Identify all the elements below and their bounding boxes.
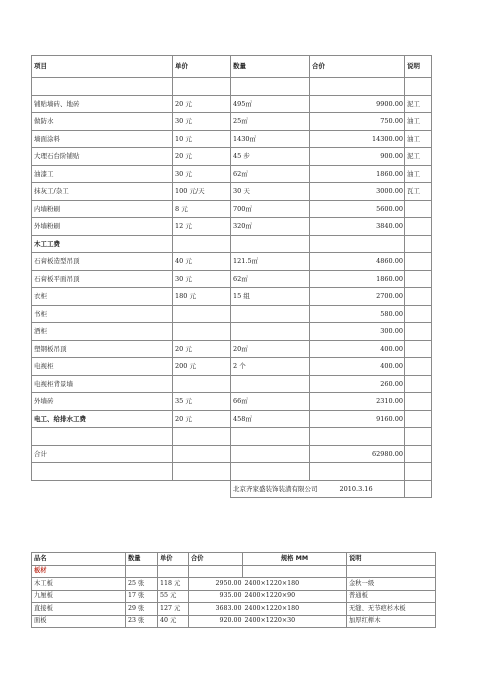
mat-header-spec: 规格 MM bbox=[243, 553, 347, 566]
item-cell: 书柜 bbox=[32, 305, 173, 323]
total-cell bbox=[310, 463, 405, 481]
table-row bbox=[32, 200, 432, 218]
mat-header-total: 合价 bbox=[189, 553, 243, 566]
price-cell: 30 元 bbox=[173, 270, 231, 288]
price-cell: 40 元 bbox=[158, 615, 189, 628]
footer-date: 2010.3.16 bbox=[339, 484, 373, 493]
price-cell bbox=[173, 375, 231, 393]
table-row bbox=[32, 578, 436, 591]
price-cell bbox=[173, 428, 231, 446]
qty-cell bbox=[231, 235, 310, 253]
total-cell: 300.00 bbox=[310, 323, 405, 341]
table-row bbox=[32, 445, 432, 463]
qty-cell: 20㎡ bbox=[231, 340, 310, 358]
footer-row bbox=[32, 480, 432, 498]
qty-cell: 121.5㎡ bbox=[231, 253, 310, 271]
total-cell: 750.00 bbox=[310, 113, 405, 131]
item-cell: 外墙砖 bbox=[32, 393, 173, 411]
total-cell: 260.00 bbox=[310, 375, 405, 393]
table-row bbox=[32, 393, 432, 411]
total-cell: 1860.00 bbox=[310, 165, 405, 183]
item-cell bbox=[32, 463, 173, 481]
table-row bbox=[32, 288, 432, 306]
note-cell bbox=[405, 375, 432, 393]
total-cell: 9900.00 bbox=[310, 95, 405, 113]
qty-cell: 23 张 bbox=[126, 615, 158, 628]
header-qty: 数量 bbox=[231, 56, 310, 78]
note-cell bbox=[405, 445, 432, 463]
table-row bbox=[32, 340, 432, 358]
note-cell: 油工 bbox=[405, 165, 432, 183]
price-cell: 40 元 bbox=[173, 253, 231, 271]
item-cell: 石膏板造型吊顶 bbox=[32, 253, 173, 271]
note-cell: 泥工 bbox=[405, 148, 432, 166]
table-row bbox=[32, 323, 432, 341]
total-cell: 3000.00 bbox=[310, 183, 405, 201]
note-cell: 瓦工 bbox=[405, 183, 432, 201]
table-row bbox=[32, 148, 432, 166]
price-cell bbox=[173, 235, 231, 253]
name-cell: 面板 bbox=[32, 615, 126, 628]
qty-cell: 17 张 bbox=[126, 590, 158, 603]
table-row bbox=[32, 410, 432, 428]
price-cell bbox=[173, 445, 231, 463]
price-cell bbox=[173, 323, 231, 341]
table-row bbox=[32, 305, 432, 323]
qty-cell: 62㎡ bbox=[231, 270, 310, 288]
total-cell bbox=[310, 78, 405, 96]
qty-cell: 66㎡ bbox=[231, 393, 310, 411]
name-cell: 九厘板 bbox=[32, 590, 126, 603]
qty-cell bbox=[231, 428, 310, 446]
total-cell: 900.00 bbox=[310, 148, 405, 166]
total-cell: 3683.00 bbox=[189, 603, 243, 616]
materials-table-header bbox=[32, 553, 436, 566]
note-cell bbox=[405, 218, 432, 236]
cell bbox=[243, 565, 347, 578]
item-cell: 电视柜 bbox=[32, 358, 173, 376]
note-cell: 普通板 bbox=[347, 590, 436, 603]
price-cell bbox=[173, 305, 231, 323]
header-note: 说明 bbox=[405, 56, 432, 78]
total-cell: 5600.00 bbox=[310, 200, 405, 218]
item-cell: 外墙粉刷 bbox=[32, 218, 173, 236]
price-cell: 10 元 bbox=[173, 130, 231, 148]
cell bbox=[158, 565, 189, 578]
qty-cell: 25 张 bbox=[126, 578, 158, 591]
total-cell: 1860.00 bbox=[310, 270, 405, 288]
total-cell: 3840.00 bbox=[310, 218, 405, 236]
qty-cell bbox=[231, 78, 310, 96]
item-cell: 酒柜 bbox=[32, 323, 173, 341]
note-cell: 油工 bbox=[405, 113, 432, 131]
qty-cell bbox=[231, 305, 310, 323]
name-cell: 木工板 bbox=[32, 578, 126, 591]
note-cell: 油工 bbox=[405, 130, 432, 148]
item-cell: 做防水 bbox=[32, 113, 173, 131]
item-cell bbox=[32, 428, 173, 446]
price-cell: 20 元 bbox=[173, 95, 231, 113]
table-row bbox=[32, 358, 432, 376]
footer-blank bbox=[32, 480, 231, 498]
note-cell: 泥工 bbox=[405, 95, 432, 113]
spec-cell: 2400×1220×90 bbox=[243, 590, 347, 603]
price-cell: 30 元 bbox=[173, 165, 231, 183]
qty-cell: 458㎡ bbox=[231, 410, 310, 428]
name-cell: 直接板 bbox=[32, 603, 126, 616]
cell bbox=[189, 565, 243, 578]
price-cell: 8 元 bbox=[173, 200, 231, 218]
note-cell bbox=[405, 340, 432, 358]
table-row bbox=[32, 615, 436, 628]
materials-table bbox=[31, 552, 436, 628]
item-cell: 大理石台阶铺贴 bbox=[32, 148, 173, 166]
company-name: 北京齐家盛装饰装潢有限公司 bbox=[233, 484, 318, 493]
qty-cell: 15 组 bbox=[231, 288, 310, 306]
price-cell: 20 元 bbox=[173, 340, 231, 358]
table-row bbox=[32, 113, 432, 131]
item-cell: 铺贴墙砖、地砖 bbox=[32, 95, 173, 113]
qty-cell: 30 天 bbox=[231, 183, 310, 201]
qty-cell: 700㎡ bbox=[231, 200, 310, 218]
note-cell bbox=[405, 253, 432, 271]
header-price: 单价 bbox=[173, 56, 231, 78]
total-cell bbox=[310, 235, 405, 253]
table-row bbox=[32, 253, 432, 271]
note-cell bbox=[405, 235, 432, 253]
qty-cell bbox=[231, 375, 310, 393]
footer-company bbox=[231, 480, 405, 498]
total-cell: 62980.00 bbox=[310, 445, 405, 463]
note-cell bbox=[405, 288, 432, 306]
materials-section-row bbox=[32, 565, 436, 578]
qty-cell: 1430㎡ bbox=[231, 130, 310, 148]
total-cell bbox=[310, 428, 405, 446]
spec-cell: 2400×1220×180 bbox=[243, 578, 347, 591]
note-cell bbox=[405, 410, 432, 428]
total-cell: 2950.00 bbox=[189, 578, 243, 591]
total-cell: 920.00 bbox=[189, 615, 243, 628]
labor-cost-table bbox=[31, 55, 432, 498]
note-cell bbox=[405, 200, 432, 218]
table-row bbox=[32, 270, 432, 288]
item-cell bbox=[32, 78, 173, 96]
qty-cell: 45 步 bbox=[231, 148, 310, 166]
total-cell: 4860.00 bbox=[310, 253, 405, 271]
note-cell bbox=[405, 305, 432, 323]
note-cell bbox=[405, 358, 432, 376]
total-cell: 14300.00 bbox=[310, 130, 405, 148]
price-cell bbox=[173, 463, 231, 481]
price-cell: 20 元 bbox=[173, 148, 231, 166]
cell bbox=[347, 565, 436, 578]
item-cell: 油漆工 bbox=[32, 165, 173, 183]
price-cell: 200 元 bbox=[173, 358, 231, 376]
qty-cell bbox=[231, 463, 310, 481]
price-cell: 127 元 bbox=[158, 603, 189, 616]
qty-cell: 25㎡ bbox=[231, 113, 310, 131]
table-row bbox=[32, 590, 436, 603]
table-row bbox=[32, 183, 432, 201]
price-cell: 55 元 bbox=[158, 590, 189, 603]
header-item: 项目 bbox=[32, 56, 173, 78]
qty-cell bbox=[231, 445, 310, 463]
price-cell: 180 元 bbox=[173, 288, 231, 306]
table-row bbox=[32, 95, 432, 113]
mat-header-note: 说明 bbox=[347, 553, 436, 566]
total-cell: 400.00 bbox=[310, 358, 405, 376]
total-cell: 2700.00 bbox=[310, 288, 405, 306]
note-cell: 金秋一级 bbox=[347, 578, 436, 591]
spec-cell: 2400×1220×180 bbox=[243, 603, 347, 616]
qty-cell bbox=[231, 323, 310, 341]
item-cell: 墙面涂料 bbox=[32, 130, 173, 148]
table-row bbox=[32, 428, 432, 446]
total-cell: 935.00 bbox=[189, 590, 243, 603]
table-row bbox=[32, 463, 432, 481]
price-cell: 20 元 bbox=[173, 410, 231, 428]
price-cell: 100 元/天 bbox=[173, 183, 231, 201]
header-total: 合价 bbox=[310, 56, 405, 78]
table-row bbox=[32, 78, 432, 96]
table-row bbox=[32, 218, 432, 236]
item-cell: 合计 bbox=[32, 445, 173, 463]
table-row bbox=[32, 375, 432, 393]
qty-cell: 29 张 bbox=[126, 603, 158, 616]
total-cell: 2310.00 bbox=[310, 393, 405, 411]
price-cell: 12 元 bbox=[173, 218, 231, 236]
qty-cell: 320㎡ bbox=[231, 218, 310, 236]
note-cell bbox=[405, 393, 432, 411]
table-row bbox=[32, 165, 432, 183]
item-cell: 衣柜 bbox=[32, 288, 173, 306]
table-row bbox=[32, 235, 432, 253]
note-cell bbox=[405, 270, 432, 288]
spec-cell: 2400×1220×30 bbox=[243, 615, 347, 628]
item-cell: 内墙粉刷 bbox=[32, 200, 173, 218]
note-cell bbox=[405, 323, 432, 341]
note-cell bbox=[405, 78, 432, 96]
price-cell: 30 元 bbox=[173, 113, 231, 131]
total-cell: 580.00 bbox=[310, 305, 405, 323]
item-cell: 石膏板平面吊顶 bbox=[32, 270, 173, 288]
labor-table-header bbox=[32, 56, 432, 78]
item-cell: 电视柜背景墙 bbox=[32, 375, 173, 393]
item-cell: 塑钢板吊顶 bbox=[32, 340, 173, 358]
total-cell: 9160.00 bbox=[310, 410, 405, 428]
price-cell: 35 元 bbox=[173, 393, 231, 411]
note-cell: 加厚红榉木 bbox=[347, 615, 436, 628]
note-cell: 无缝、无节疤杉木板 bbox=[347, 603, 436, 616]
price-cell bbox=[173, 78, 231, 96]
note-cell bbox=[405, 428, 432, 446]
cell bbox=[126, 565, 158, 578]
table-row bbox=[32, 130, 432, 148]
qty-cell: 62㎡ bbox=[231, 165, 310, 183]
item-cell: 抹灰工/杂工 bbox=[32, 183, 173, 201]
table-row bbox=[32, 603, 436, 616]
mat-header-name: 品名 bbox=[32, 553, 126, 566]
note-cell bbox=[405, 463, 432, 481]
footer-note-cell bbox=[405, 480, 432, 498]
mat-header-qty: 数量 bbox=[126, 553, 158, 566]
total-cell: 400.00 bbox=[310, 340, 405, 358]
qty-cell: 2 个 bbox=[231, 358, 310, 376]
qty-cell: 495㎡ bbox=[231, 95, 310, 113]
item-cell: 电工、给排水工费 bbox=[32, 410, 173, 428]
price-cell: 118 元 bbox=[158, 578, 189, 591]
section-label: 板材 bbox=[32, 565, 126, 578]
mat-header-price: 单价 bbox=[158, 553, 189, 566]
item-cell: 木工工费 bbox=[32, 235, 173, 253]
